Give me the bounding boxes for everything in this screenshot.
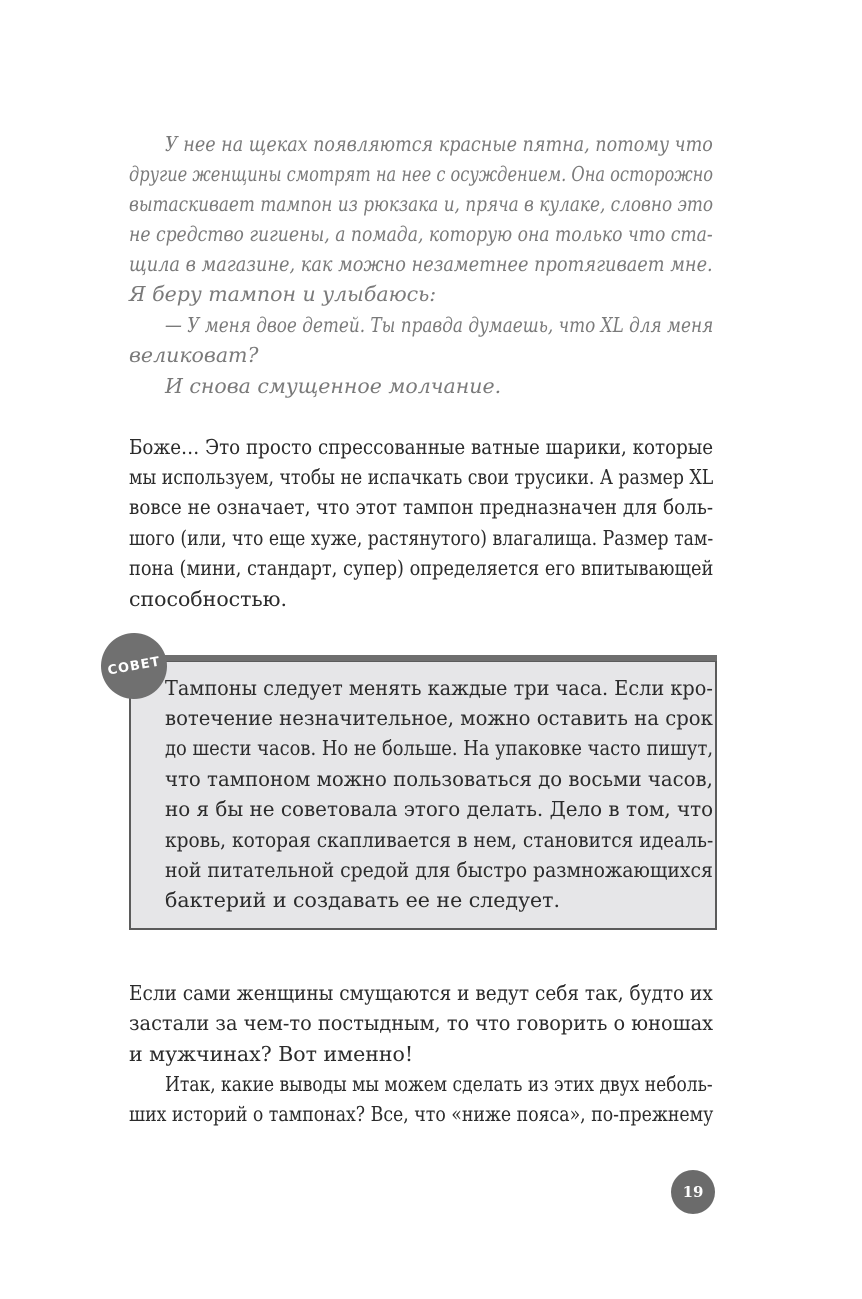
paragraph-line: Итак, какие выводы мы можем сделать из этих двух неболь- (165, 1072, 713, 1096)
paragraph-line: Боже… Это просто спрессованные ватные шарики, которые (129, 435, 714, 459)
tip-badge: СОВЕТ (96, 628, 172, 704)
page-number: 19 (671, 1170, 715, 1214)
quote-line: Я беру тампон и улыбаюсь: (129, 282, 437, 306)
paragraph-line: застали за чем-то постыдным, то что говорить о юношах (129, 1011, 714, 1035)
tip-line: ной питательной средой для быстро размножающихся (165, 858, 713, 882)
paragraph-line: пона (мини, стандарт, супер) определяется его впитывающей (129, 556, 714, 580)
paragraph-line: и мужчинах? Вот именно! (129, 1042, 414, 1066)
tip-line: что тампоном можно пользоваться до восьми часов, (165, 767, 713, 791)
tip-line: вотечение незначительное, можно оставить на срок (165, 706, 713, 730)
paragraph-line: Если сами женщины смущаются и ведут себя так, будто их (129, 981, 713, 1005)
tip-line: до шести часов. Но не больше. На упаковке часто пишут, (165, 736, 714, 760)
paragraph-line: ших историй о тампонах? Все, что «ниже пояса», по-прежнему (129, 1102, 714, 1126)
paragraph-line: способностью. (129, 587, 288, 611)
quote-line: другие женщины смотрят на нее с осуждением. Она осторожно (129, 162, 714, 186)
quote-line: великоват? (129, 343, 259, 367)
paragraph-line: шого (или, что еще хуже, растянутого) влагалища. Размер там- (129, 526, 714, 550)
tip-line: бактерий и создавать ее не следует. (165, 888, 561, 912)
quote-line: И снова смущенное молчание. (165, 374, 502, 398)
tip-line: кровь, которая скапливается в нем, становится идеаль- (165, 828, 714, 852)
paragraph-line: мы используем, чтобы не испачкать свои трусики. А размер XL (129, 465, 714, 489)
quote-line: У нее на щеках появляются красные пятна, потому что (165, 132, 713, 156)
quote-line: — У меня двое детей. Ты правда думаешь, что XL для меня (165, 313, 714, 337)
quote-line: не средство гигиены, а помада, которую она только что ста- (129, 222, 713, 246)
paragraph-line: вовсе не означает, что этот тампон предназначен для боль- (129, 495, 714, 519)
tip-line: но я бы не советовала этого делать. Дело в том, что (165, 797, 714, 821)
quote-line: щила в магазине, как можно незаметнее протягивает мне. (129, 252, 713, 276)
tip-top-bar (129, 655, 717, 661)
quote-line: вытаскивает тампон из рюкзака и, пряча в кулаке, словно это (129, 192, 714, 216)
tip-line: Тампоны следует менять каждые три часа. Если кро- (165, 676, 713, 700)
